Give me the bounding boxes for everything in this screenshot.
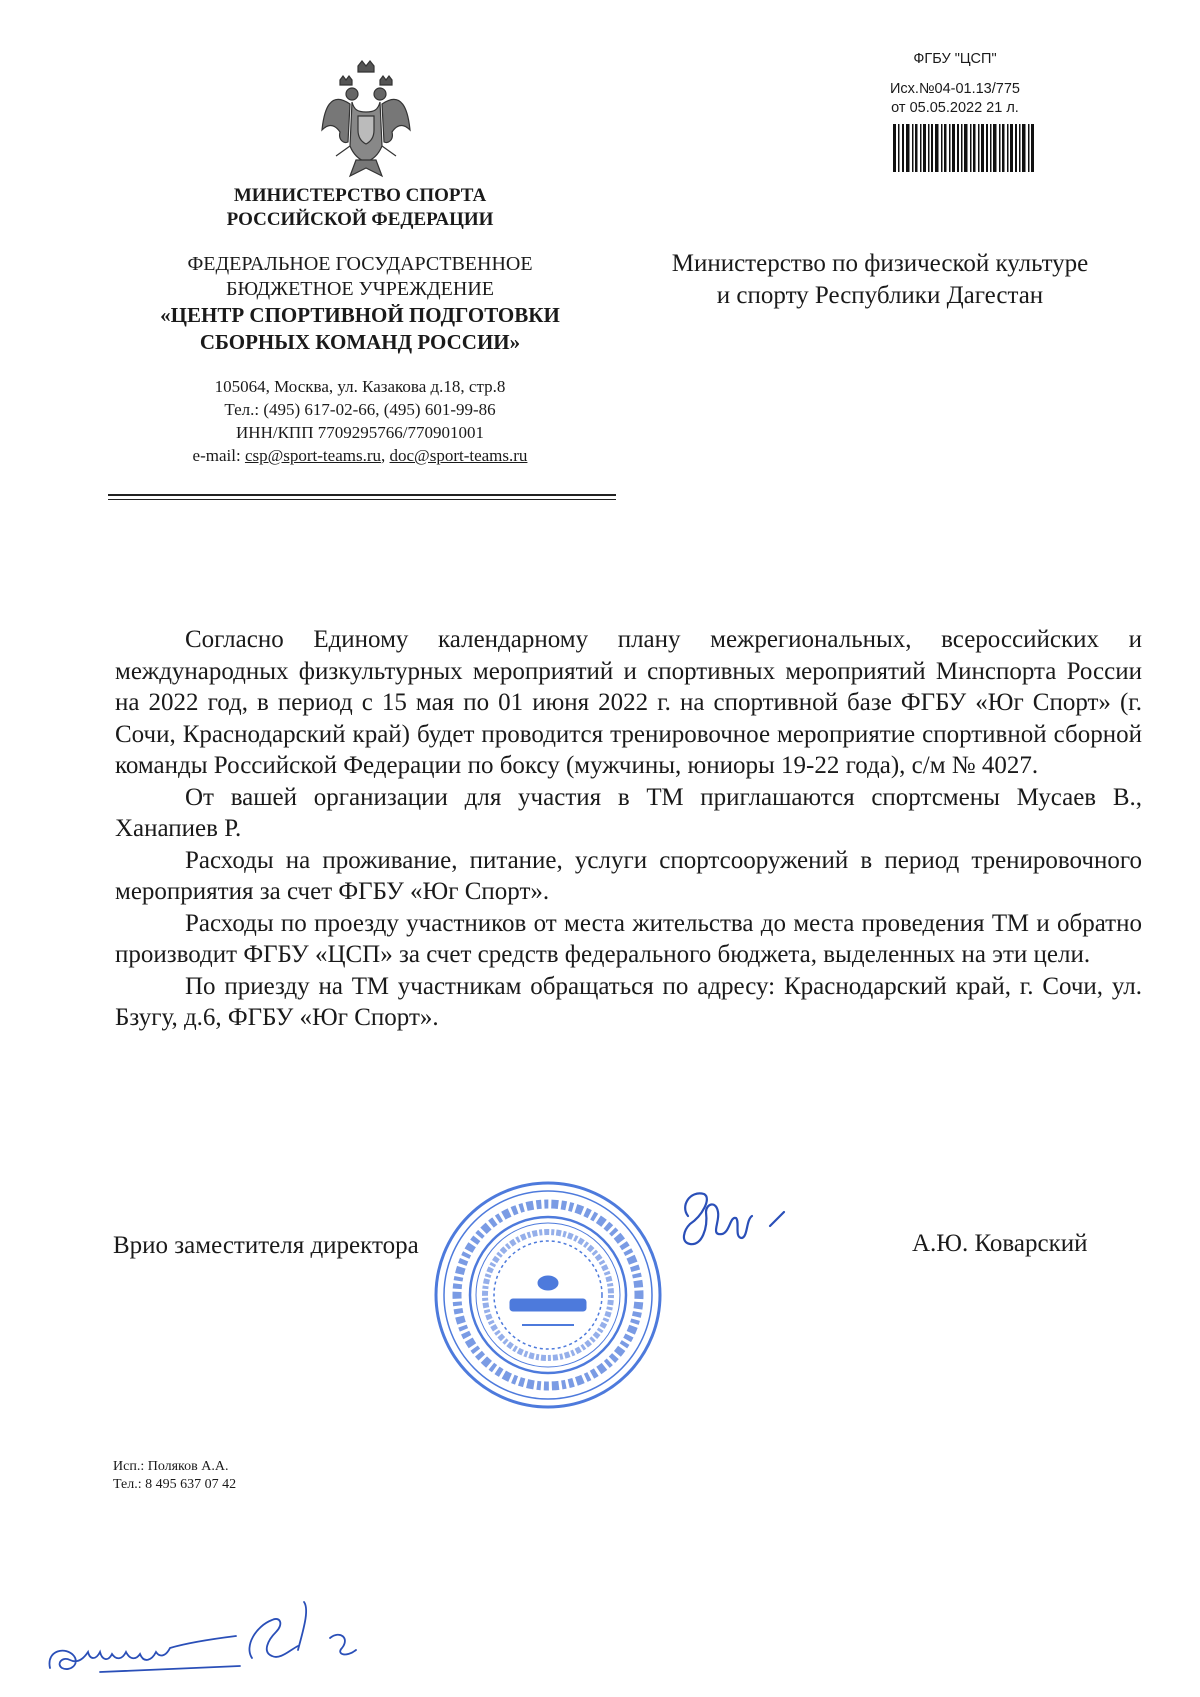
recipient-line-1: Министерство по физической культуре — [671, 250, 1089, 277]
institution-type-line-1: ФЕДЕРАЛЬНОЕ ГОСУДАРСТВЕННОЕ — [187, 253, 533, 275]
email-line — [95, 444, 625, 467]
coat-of-arms-icon — [320, 60, 412, 178]
visa-signature-icon — [40, 1590, 380, 1680]
contact-block — [95, 375, 625, 467]
header-divider-thick — [108, 494, 616, 496]
signer-position: Врио заместителя директора — [113, 1232, 419, 1259]
ministry-line-2: РОССИЙСКОЙ ФЕДЕРАЦИИ — [226, 209, 494, 230]
email-link-2[interactable]: doc@sport-teams.ru — [389, 446, 528, 465]
body-paragraph: Расходы на проживание, питание, услуги спортсооружений в период тренировочного мероприятия за счет ФГБУ «Юг Спорт». — [115, 846, 1142, 905]
body-paragraph: Расходы по проезду участников от места жительства до места проведения ТМ и обратно производит ФГБУ «ЦСП» за счет средств федерального бюджета, выделенных на эти цели. — [115, 909, 1142, 968]
email-link-1[interactable]: csp@sport-teams.ru — [244, 446, 381, 465]
institution-name — [95, 302, 625, 356]
inn-kpp: ИНН/КПП 7709295766/770901001 — [236, 423, 484, 442]
institution-type-line-2: БЮДЖЕТНОЕ УЧРЕЖДЕНИЕ — [225, 278, 495, 300]
registration-org: ФГБУ "ЦСП" — [913, 51, 997, 67]
recipient-line-2: и спорту Республики Дагестан — [716, 282, 1044, 309]
signer-name: А.Ю. Коварский — [912, 1230, 1088, 1257]
ministry-name — [95, 184, 625, 232]
recipient — [630, 248, 1130, 312]
registration-number: Исх.№04-01.13/775 — [890, 81, 1020, 97]
header-divider-thin — [108, 499, 616, 500]
executor-name: Исп.: Поляков А.А. — [113, 1459, 229, 1474]
signature-icon — [660, 1176, 800, 1266]
body-paragraph: От вашей организации для участия в ТМ приглашаются спортсмены Мусаев В., Ханапиев Р. — [115, 783, 1142, 842]
institution-type — [95, 252, 625, 302]
executor-block — [113, 1458, 236, 1494]
address: 105064, Москва, ул. Казакова д.18, стр.8 — [214, 377, 506, 396]
email-separator: , — [381, 446, 390, 465]
email-label: e-mail: — [192, 446, 245, 465]
letter-body — [115, 624, 1142, 1034]
barcode-icon — [893, 124, 1035, 172]
institution-name-line-1: «ЦЕНТР СПОРТИВНОЙ ПОДГОТОВКИ — [160, 303, 560, 327]
institution-name-line-2: СБОРНЫХ КОМАНД РОССИИ» — [199, 330, 521, 354]
ministry-line-1: МИНИСТЕРСТВО СПОРТА — [233, 185, 487, 206]
executor-phone: Тел.: 8 495 637 07 42 — [113, 1477, 237, 1492]
phone: Тел.: (495) 617-02-66, (495) 601-99-86 — [224, 400, 496, 419]
registration-date: от 05.05.2022 21 л. — [891, 100, 1019, 116]
seal-stamp-icon — [428, 1175, 668, 1415]
body-paragraph: По приезду на ТМ участникам обращаться по адресу: Краснодарский край, г. Сочи, ул. Бзугу, д.6, ФГБУ «Юг Спорт». — [115, 972, 1142, 1031]
body-paragraph: Согласно Единому календарному плану межрегиональных, всероссийских и международных физкультурных мероприятий и спортивных мероприятий Минспорта России на 2022 год, в период с 15 мая по 01 июня 2022 г. на спортивной базе ФГБУ «Юг Спорт» (г. Сочи, Краснодарский край) будет проводится тренировочное мероприятие спортивной сборной команды Российской Федерации по боксу (мужчины, юниоры 19-22 года), с/м № 4027. — [115, 626, 1142, 779]
